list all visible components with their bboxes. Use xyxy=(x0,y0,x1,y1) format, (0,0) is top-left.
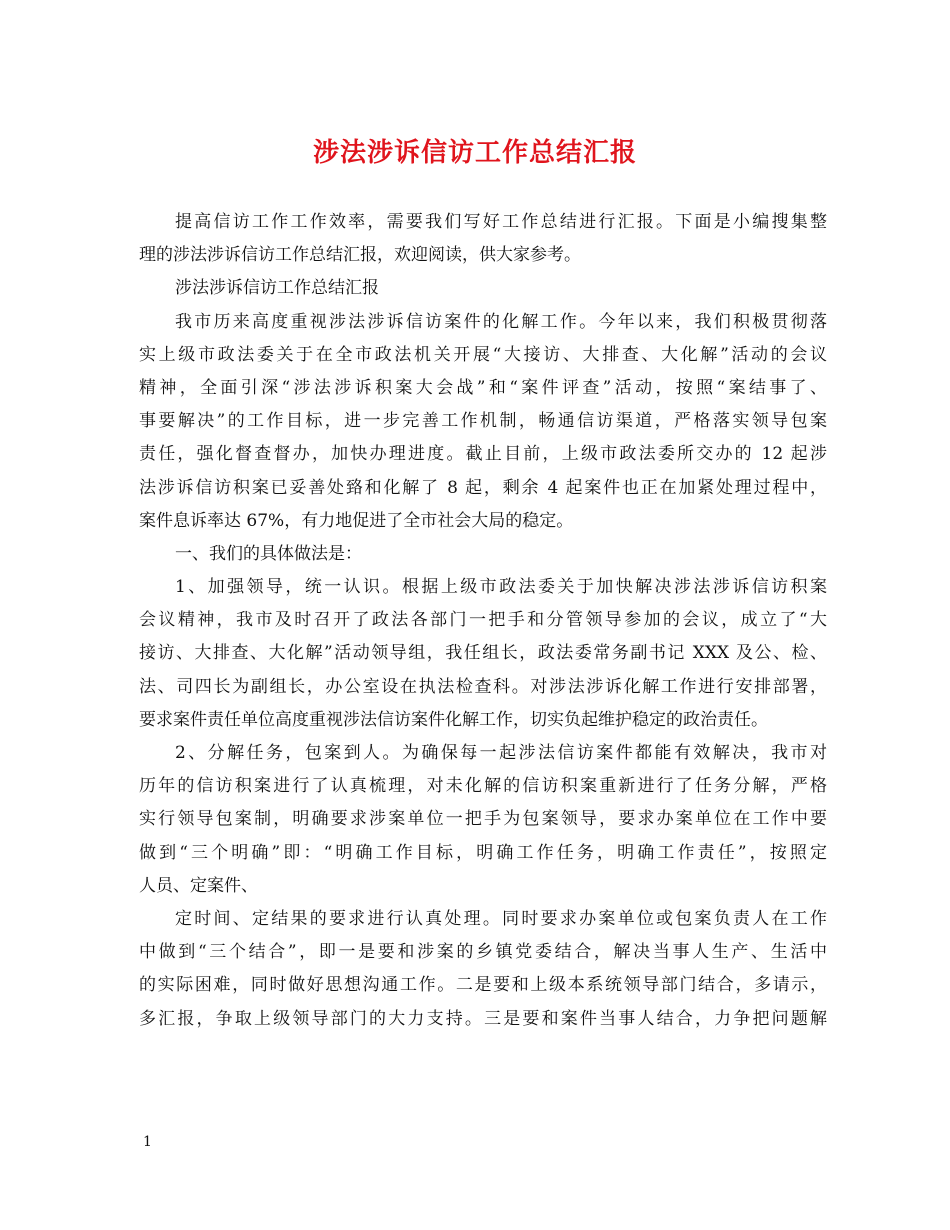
text-line: 法、司四长为副组长，办公室设在执法检查科。对涉法涉诉化解工作进行安排部署， xyxy=(139,676,827,697)
text-line: 的实际困难，同时做好思想沟通工作。二是要和上级本系统领导部门结合，多请示， xyxy=(139,975,827,996)
text-line: 多汇报，争取上级领导部门的大力支持。三是要和案件当事人结合，力争把问题解 xyxy=(139,1008,827,1029)
text-line: 做到“三个明确”即：“明确工作目标，明确工作任务，明确工作责任”，按照定 xyxy=(139,842,827,863)
text-line: 一、我们的具体做法是： xyxy=(175,543,362,564)
text-line: 实行领导包案制，明确要求涉案单位一把手为包案领导，要求办案单位在工作中要 xyxy=(139,809,827,830)
text-line: 接访、大排查、大化解”活动领导组，我任组长，政法委常务副书记 XXX 及公、检、 xyxy=(139,643,827,664)
text-line: 涉法涉诉信访工作总结汇报 xyxy=(175,278,379,299)
text-line: 2、分解任务，包案到人。为确保每一起涉法信访案件都能有效解决，我市对 xyxy=(175,743,827,763)
text-line: 人员、定案件、 xyxy=(139,875,258,896)
text-line: 事要解决”的工作目标，进一步完善工作机制，畅通信访渠道，严格落实领导包案 xyxy=(139,411,827,432)
document-title: 涉法涉诉信访工作总结汇报 xyxy=(312,138,637,168)
text-line: 精神，全面引深“涉法涉诉积案大会战”和“案件评查”活动，按照“案结事了、 xyxy=(139,377,828,398)
text-line: 要求案件责任单位高度重视涉法信访案件化解工作，切实负起维护稳定的政治责任。 xyxy=(139,709,768,730)
text-line: 法涉诉信访积案已妥善处臵和化解了 8 起，剩余 4 起案件也正在加紧处理过程中， xyxy=(139,477,827,498)
text-line: 会议精神，我市及时召开了政法各部门一把手和分管领导参加的会议，成立了“大 xyxy=(139,610,827,631)
text-line: 理的涉法涉诉信访工作总结汇报，欢迎阅读，供大家参考。 xyxy=(139,245,581,266)
text-line: 责任，强化督查督办，加快办理进度。截止目前，上级市政法委所交办的 12 起涉 xyxy=(139,444,827,465)
text-line: 提高信访工作工作效率，需要我们写好工作总结进行汇报。下面是小编搜集整 xyxy=(175,212,827,232)
text-line: 定时间、定结果的要求进行认真处理。同时要求办案单位或包案负责人在工作 xyxy=(175,908,827,929)
text-line: 1、加强领导，统一认识。根据上级市政法委关于加快解决涉法涉诉信访积案 xyxy=(175,577,827,598)
document-body xyxy=(139,206,827,1036)
text-line: 案件息诉率达 67%，有力地促进了全市社会大局的稳定。 xyxy=(139,510,574,531)
text-line: 实上级市政法委关于在全市政法机关开展“大接访、大排查、大化解”活动的会议 xyxy=(139,344,827,365)
text-line: 我市历来高度重视涉法涉诉信访案件的化解工作。今年以来，我们积极贯彻落 xyxy=(175,311,827,332)
text-line: 历年的信访积案进行了认真梳理，对未化解的信访积案重新进行了任务分解，严格 xyxy=(139,776,827,797)
page-number: 1 xyxy=(143,1134,152,1150)
text-line: 中做到“三个结合”，即一是要和涉案的乡镇党委结合，解决当事人生产、生活中 xyxy=(139,942,827,963)
